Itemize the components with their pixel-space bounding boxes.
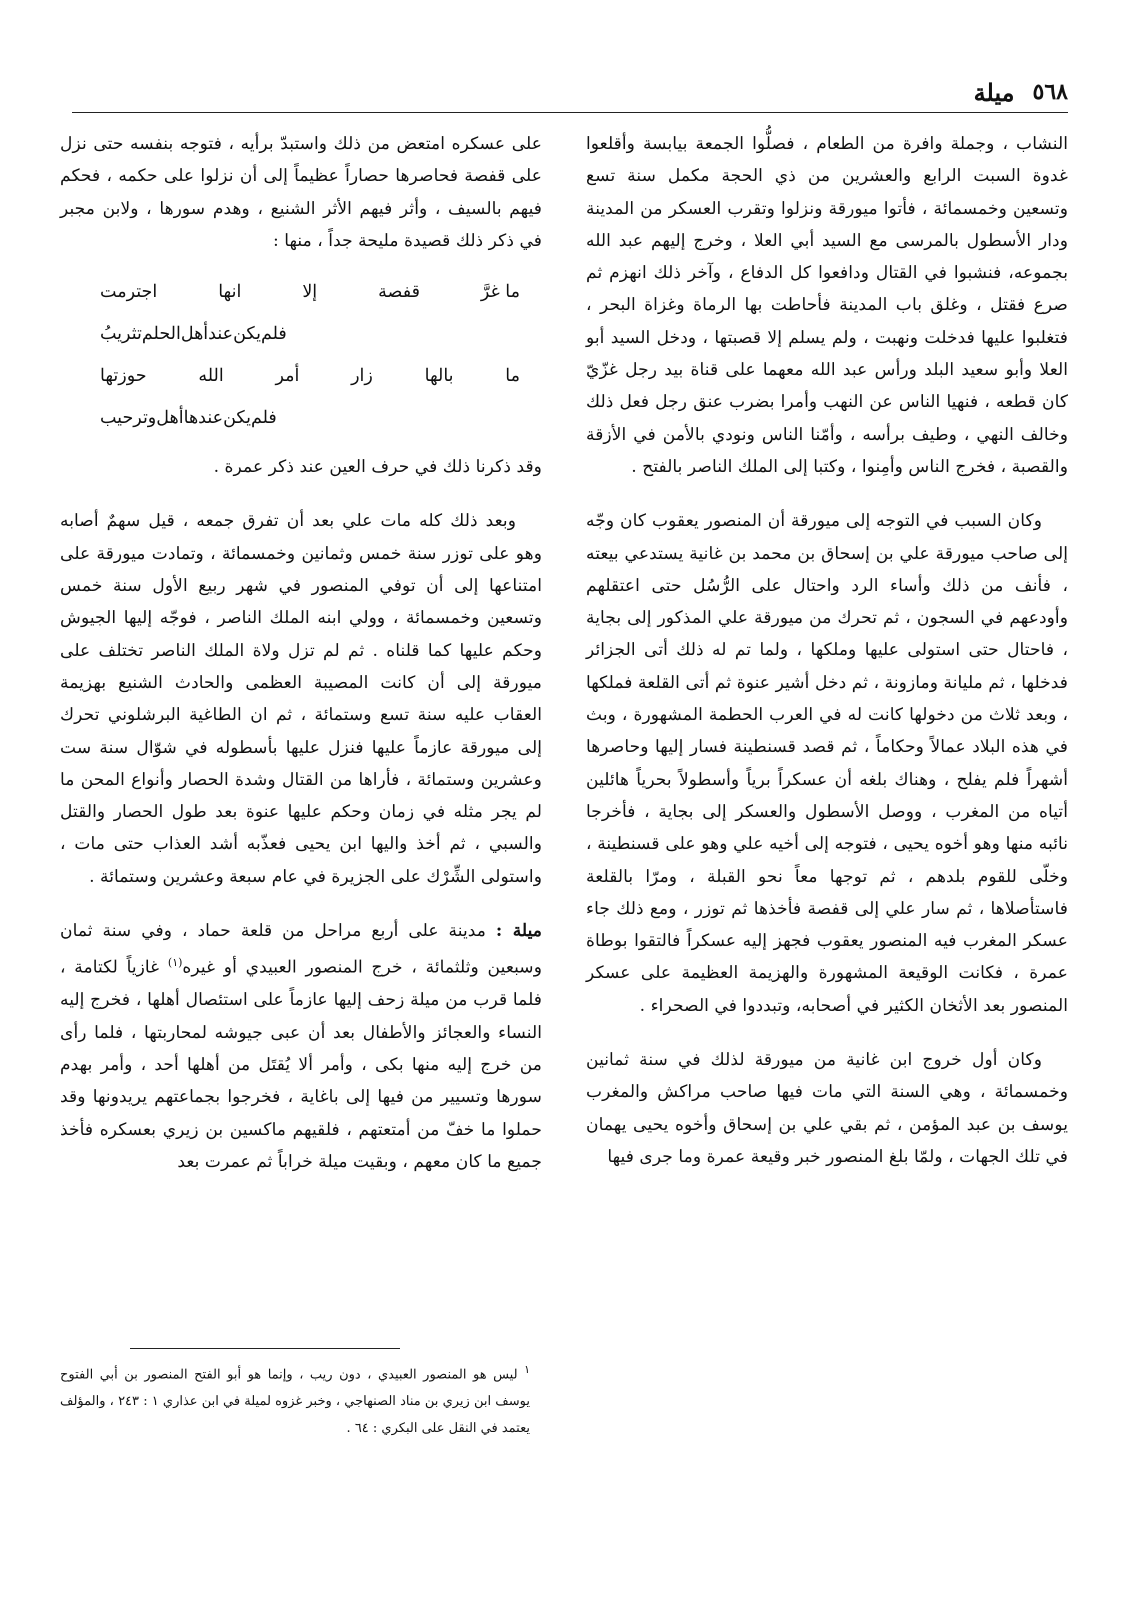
verse-word: عندها [183, 408, 224, 429]
verse-word: يكن [233, 324, 261, 345]
paragraph: وبعد ذلك كله مات علي بعد أن تفرق جمعه ، قيل سهمٌ أصابه وهو على توزر سنة خمس وثمانين وخمسمائة ، وتمادت ميورقة على امتناعها إلى أن توفي المنصور في شهر ربيع الأول سنة خمس وتسعين وخمسمائة ، وولي ابنه الملك الناصر ، فوجّه إليها الجيوش وحكم عليها كما قلناه . ثم لم تزل ولاة الملك الناصر تختلف على ميورقة إلى أن كانت المصيبة العظمى والحادث الشنيع بهزيمة العقاب عليه سنة تسع وستمائة ، ثم ان الطاغية البرشلوني تحرك إلى ميورقة عازماً عليها فنزل عليها بأسطوله في شوّال سنة ست وعشرين وستمائة ، فأراها من القتال وشدة الحصار وأنواع المحن ما لم يجر مثله في زمان وحكم عليها عنوة بعد طول الحصار والقتل والسبي ، ثم أخذ واليها ابن يحيى فعذّبه أشد العذاب حتى مات ، واستولى الشِّرْك على الجزيرة في عام سبعة وعشرين وستمائة . [60, 511, 542, 887]
verse-line [60, 271, 542, 313]
verse-word: وترحيب [100, 408, 157, 429]
verse-word: قفصة [378, 282, 420, 303]
verse-line [60, 313, 542, 355]
verse-word: أمر [275, 366, 300, 387]
verse-word: أهل [156, 408, 184, 429]
page-number: ٥٦٨ [1032, 79, 1068, 105]
verse-word: ما [505, 366, 520, 387]
verse-word: إلا [302, 282, 318, 303]
verse-word: يكن [223, 408, 251, 429]
verse-word: فلم [260, 324, 287, 345]
running-title: ميلة [973, 77, 1015, 107]
footnote-marker: ١ [524, 1363, 530, 1376]
verse-word: زار [351, 366, 373, 387]
entry-paragraph [60, 915, 542, 1178]
poem [60, 271, 542, 439]
page-header [72, 72, 1068, 113]
verse-word: حوزتها [100, 366, 147, 387]
verse-word: فلم [250, 408, 277, 429]
right-column [586, 128, 1068, 1173]
paragraph: وقد ذكرنا ذلك في حرف العين عند ذكر عمرة . [213, 457, 542, 478]
verse-line [60, 397, 542, 439]
verse-word: الحلم [141, 324, 181, 345]
verse-word: أهل [180, 324, 209, 345]
entry-text: مدينة على أربع مراحل من قلعة حماد ، وفي سنة ثمان وسبعين وثلثمائة ، خرج المنصور العبيدي أو غيره [60, 921, 543, 979]
verse-word: اجترمت [100, 282, 158, 303]
verse-word: ما غرَّ [480, 282, 520, 303]
paragraph: النشاب ، وجملة وافرة من الطعام ، فصلُّوا الجمعة بيابسة وأقلعوا غدوة السبت الرابع والعشرين من ذي الحجة مكمل سنة تسع وتسعين وخمسمائة ، فأتوا ميورقة ونزلوا وتقرب العسكر من المدينة ودار الأسطول بالمرسى مع السيد أبي العلا ، وخرج إليهم عبد الله بجموعه، فنشبوا في القتال ودافعوا كل الدفاع ، وآخر ذلك انهزم ثم صرع فقتل ، وغلق باب المدينة فأحاطت بها الرماة وغزاة البحر ، فتغلبوا عليها فدخلت ونهبت ، ولم يسلم إلا قصبتها ، ودخل السيد أبو العلا وأبو سعيد البلد ورأس عبد الله معهما على قناة بيد رجل غزّيّ كان قطعه ، فنهيا الناس عن النهب وأمرا بضرب عنق رجل فعل ذلك وخالف النهي ، وطيف برأسه ، وأمّنا الناس ونودي بالأمن في الأزقة والقصبة ، فخرج الناس وأمِنوا ، وكتبا إلى الملك الناصر بالفتح . [586, 134, 1068, 477]
footnote-reference: (١) [167, 956, 183, 970]
entry-heading: ميلة : [495, 921, 542, 942]
left-column [60, 128, 542, 1178]
footnote [60, 1356, 530, 1442]
paragraph: على عسكره امتعض من ذلك واستبدّ برأيه ، فتوجه بنفسه حتى نزل على قفصة فحاصرها حصاراً عظيماً إلى أن نزلوا على حكمه ، فحكم فيهم بالسيف ، وأثر فيهم الأثر الشنيع ، وهدم سورها ، ولابن مجبر في ذكر ذلك قصيدة مليحة جداً ، منها : [60, 134, 542, 251]
paragraph: وكان أول خروج ابن غانية من ميورقة لذلك في سنة ثمانين وخمسمائة ، وهي السنة التي مات فيها صاحب مراكش والمغرب يوسف بن عبد المؤمن ، ثم بقي علي بن إسحاق وأخوه يحيى يهمان في تلك الجهات ، ولمّا بلغ المنصور خبر وقيعة عمرة وما جرى فيها [586, 1050, 1068, 1167]
verse-word: بالها [424, 366, 454, 387]
verse-word: تثريبُ [100, 324, 142, 345]
footnote-text: ليس هو المنصور العبيدي ، دون ريب ، وإنما هو أبو الفتح المنصور بن أبي الفتوح يوسف ابن زيري بن مناد الصنهاجي ، وخبر غزوه لميلة في ابن عذاري ١ : ٢٤٣ ، والمؤلف يعتمد في النقل على البكري : ٦٤ . [60, 1367, 530, 1437]
entry-text: غازياً لكتامة ، فلما قرب من ميلة زحف إليها عازماً على استئصال أهلها ، فخرج إليه النساء والعجائز والأطفال بعد أن عبى جيوشه لمحاربتها ، فلما رأى من خرج إليه منها بكى ، وأمر ألا يُقتَل من أهلها أحد ، وأمر بهدم سورها وتسيير من فيها إلى باغاية ، فخرجوا بجماعتهم يريدونها وقد حملوا ما خفّ من أمتعتهم ، فلقيهم ماكسين بن زيري بعسكره فأخذ جميع ما كان معهم ، وبقيت ميلة خراباً ثم عمرت بعد [60, 958, 542, 1172]
verse-line [60, 355, 542, 397]
footnote-divider [130, 1348, 400, 1349]
verse-word: الله [198, 366, 224, 387]
paragraph: وكان السبب في التوجه إلى ميورقة أن المنصور يعقوب كان وجّه إلى صاحب ميورقة علي بن إسحاق بن محمد بن غانية يستدعي بيعته ، فأنف من ذلك وأساء الرد واحتال على الرُّسُل حتى اعتقلهم وأودعهم في السجون ، ثم تحرك من ميورقة علي المذكور إلى بجاية ، فاحتال حتى استولى عليها وملكها ، ولما تم له ذلك أتى الجزائر فدخلها ، ثم مليانة ومازونة ، ثم دخل أشير عنوة ثم أتى القلعة فملكها ، وبعد ثلاث من دخولها كانت له في العرب الحطمة المشهورة ، وبث في هذه البلاد عمالاً وحكاماً ، ثم قصد قسنطينة فسار إليها وحاصرها أشهراً فلم يفلح ، وهناك بلغه أن عسكراً برياً وأسطولاً بحرياً هائلين أتياه من المغرب ، ووصل الأسطول والعسكر إلى بجاية ، فأخرجا نائبه منها وهو أخوه يحيى ، فتوجه إلى أخيه علي وهو على قسنطينة ، وخلّى للقوم بلدهم ، ثم توجها معاً نحو القبلة ، ومرّا بالقلعة فاستأصلاها ، ثم سار علي إلى قفصة فأخذها ثم توزر ، ومع ذلك جاء عسكر المغرب فيه المنصور يعقوب فجهز إليه عسكراً فالتقوا بوطاة عمرة ، فكانت الوقيعة المشهورة والهزيمة العظيمة على عسكر المنصور بعد الأثخان الكثير في أصحابه، وتبددوا في الصحراء . [586, 511, 1068, 1016]
verse-word: انها [218, 282, 242, 303]
verse-word: عند [208, 324, 234, 345]
